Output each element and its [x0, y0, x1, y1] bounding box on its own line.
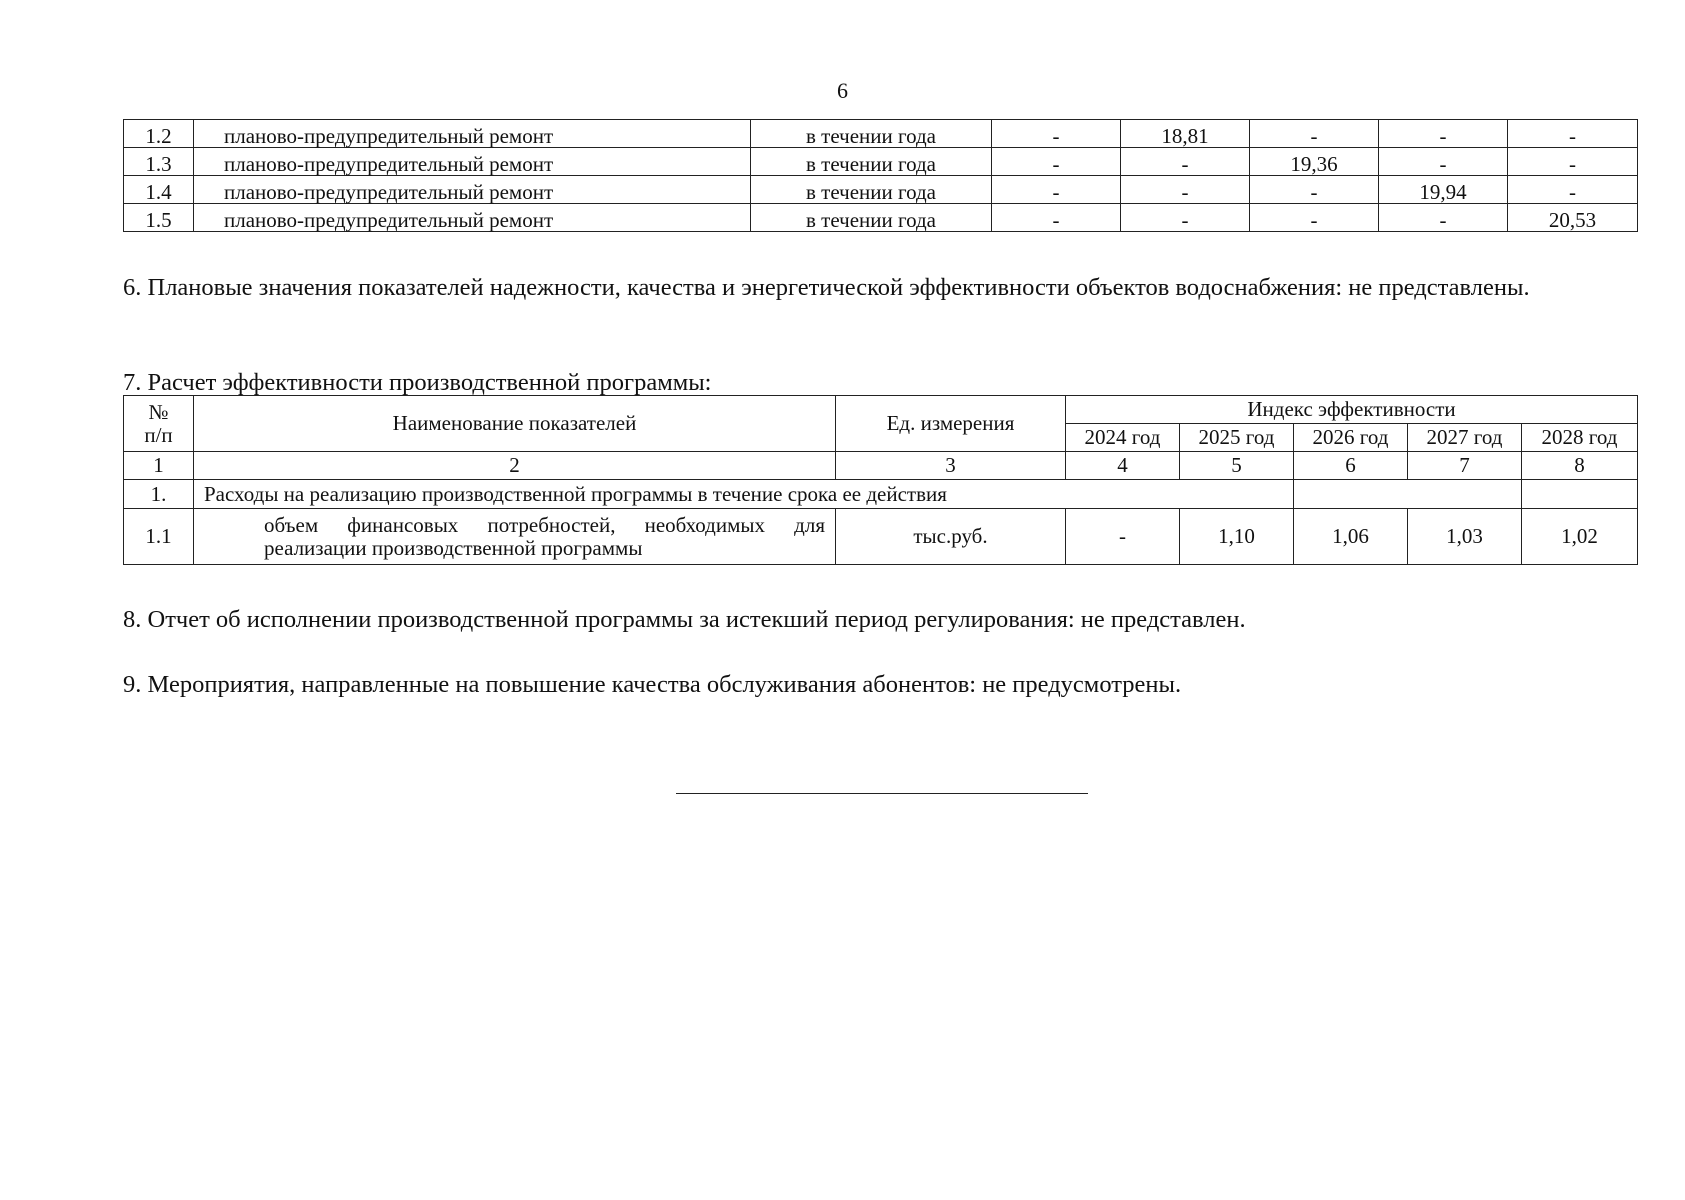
year-value: -	[992, 120, 1121, 148]
table-row	[124, 120, 1638, 148]
year-header: 2027 год	[1408, 424, 1522, 452]
index-value: -	[1066, 509, 1180, 565]
year-value: -	[1250, 120, 1379, 148]
work-period: в течении года	[751, 176, 992, 204]
year-value: 19,94	[1379, 176, 1508, 204]
section-9-paragraph: 9. Мероприятия, направленные на повышение качества обслуживания абонентов: не предусмотрены.	[123, 671, 1182, 698]
row-number: 1.1	[124, 509, 194, 565]
year-value: -	[1508, 176, 1638, 204]
table-row	[124, 148, 1638, 176]
row-number: 1.4	[124, 176, 194, 204]
col-index-header: Индекс эффективности	[1066, 396, 1638, 424]
row-number: 1.3	[124, 148, 194, 176]
year-value: -	[1250, 176, 1379, 204]
year-value: 19,36	[1250, 148, 1379, 176]
col-number: 4	[1066, 452, 1180, 480]
year-header: 2026 год	[1294, 424, 1408, 452]
index-value: 1,02	[1522, 509, 1638, 565]
col-number: 8	[1522, 452, 1638, 480]
year-value: -	[1508, 120, 1638, 148]
section-number: 1.	[124, 480, 194, 509]
year-header: 2025 год	[1180, 424, 1294, 452]
col-number: 7	[1408, 452, 1522, 480]
indicator-unit: тыс.руб.	[836, 509, 1066, 565]
year-value: -	[992, 204, 1121, 232]
col-number: 6	[1294, 452, 1408, 480]
work-period: в течении года	[751, 120, 992, 148]
section-7-heading: 7. Расчет эффективности производственной программы:	[123, 369, 712, 396]
table-row	[124, 204, 1638, 232]
year-value: -	[1508, 148, 1638, 176]
index-value: 1,10	[1180, 509, 1294, 565]
col-number: 1	[124, 452, 194, 480]
year-value: -	[1379, 204, 1508, 232]
row-number: 1.2	[124, 120, 194, 148]
col-num-header: № п/п	[124, 396, 194, 452]
section-8-paragraph: 8. Отчет об исполнении производственной программы за истекший период регулирования: не представлен.	[123, 606, 1246, 633]
work-name: планово-предупредительный ремонт	[194, 148, 751, 176]
year-value: -	[992, 148, 1121, 176]
col-number: 2	[194, 452, 836, 480]
year-value: -	[1379, 120, 1508, 148]
work-name: планово-предупредительный ремонт	[194, 176, 751, 204]
index-value: 1,03	[1408, 509, 1522, 565]
year-value: 18,81	[1121, 120, 1250, 148]
year-header: 2024 год	[1066, 424, 1180, 452]
col-name-header: Наименование показателей	[194, 396, 836, 452]
empty-cell	[1522, 480, 1638, 509]
work-period: в течении года	[751, 148, 992, 176]
year-header: 2028 год	[1522, 424, 1638, 452]
row-number: 1.5	[124, 204, 194, 232]
table-row	[124, 176, 1638, 204]
year-value: 20,53	[1508, 204, 1638, 232]
year-value: -	[1121, 148, 1250, 176]
year-value: -	[1121, 204, 1250, 232]
work-name: планово-предупредительный ремонт	[194, 120, 751, 148]
page-number: 6	[837, 78, 848, 103]
work-period: в течении года	[751, 204, 992, 232]
indicator-name: объем финансовых потребностей, необходимых для реализации производственной программы	[194, 509, 836, 565]
col-number: 3	[836, 452, 1066, 480]
col-number: 5	[1180, 452, 1294, 480]
work-name: планово-предупредительный ремонт	[194, 204, 751, 232]
col-unit-header: Ед. измерения	[836, 396, 1066, 452]
section-6-paragraph: 6. Плановые значения показателей надежности, качества и энергетической эффективности объектов водоснабжения: не представлены.	[123, 274, 1530, 301]
year-value: -	[992, 176, 1121, 204]
index-value: 1,06	[1294, 509, 1408, 565]
closing-line	[676, 793, 1088, 794]
year-value: -	[1250, 204, 1379, 232]
year-value: -	[1121, 176, 1250, 204]
efficiency-table	[123, 395, 1638, 565]
empty-cell	[1294, 480, 1522, 509]
repair-schedule-table	[123, 119, 1638, 232]
section-name: Расходы на реализацию производственной программы в течение срока ее действия	[194, 480, 1294, 509]
year-value: -	[1379, 148, 1508, 176]
